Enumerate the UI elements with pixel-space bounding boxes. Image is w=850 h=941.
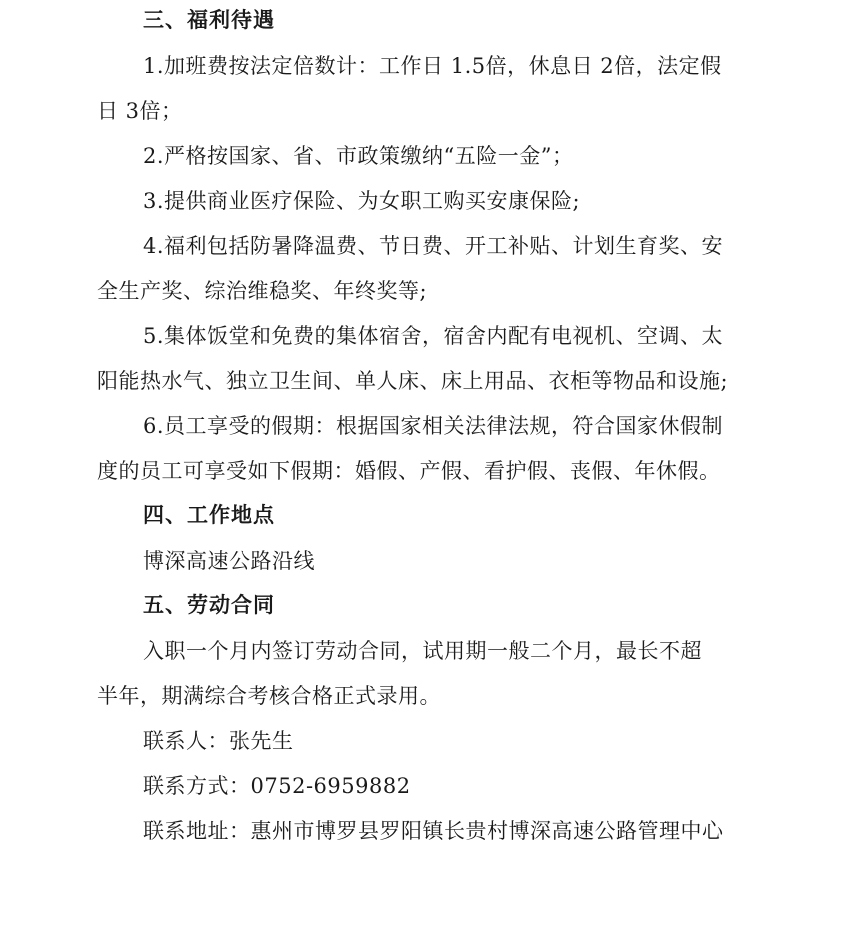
benefit-item-6-line-2: 度的员工可享受如下假期：婚假、产假、看护假、丧假、年休假。 — [97, 459, 721, 483]
benefit-item-4-line-1: 4.福利包括防暑降温费、节日费、开工补贴、计划生育奖、安 — [143, 234, 724, 258]
benefit-item-2: 2.严格按国家、省、市政策缴纳“五险一金”； — [143, 144, 574, 168]
section-heading-labor-contract: 五、劳动合同 — [143, 593, 275, 617]
contact-person: 联系人：张先生 — [143, 729, 294, 753]
work-location-text: 博深高速公路沿线 — [143, 549, 315, 573]
contact-address: 联系地址：惠州市博罗县罗阳镇长贵村博深高速公路管理中心 — [143, 819, 724, 843]
benefit-item-6-line-1: 6.员工享受的假期：根据国家相关法律法规，符合国家休假制 — [143, 414, 724, 438]
benefit-item-1-line-1: 1.加班费按法定倍数计：工作日 1.5倍，休息日 2倍，法定假 — [143, 54, 722, 78]
benefit-item-3: 3.提供商业医疗保险、为女职工购买安康保险; — [143, 189, 581, 213]
labor-contract-line-2: 半年，期满综合考核合格正式录用。 — [97, 684, 441, 708]
section-heading-benefits: 三、福利待遇 — [143, 8, 275, 32]
labor-contract-line-1: 入职一个月内签订劳动合同，试用期一般二个月，最长不超 — [143, 639, 702, 663]
section-heading-work-location: 四、工作地点 — [143, 503, 275, 527]
benefit-item-1-line-2: 日 3倍； — [97, 99, 183, 123]
benefit-item-5-line-1: 5.集体饭堂和免费的集体宿舍，宿舍内配有电视机、空调、太 — [143, 324, 724, 348]
benefit-item-4-line-2: 全生产奖、综治维稳奖、年终奖等; — [97, 279, 428, 303]
benefit-item-5-line-2: 阳能热水气、独立卫生间、单人床、床上用品、衣柜等物品和设施; — [97, 369, 729, 393]
contact-phone: 联系方式：0752-6959882 — [143, 774, 411, 798]
